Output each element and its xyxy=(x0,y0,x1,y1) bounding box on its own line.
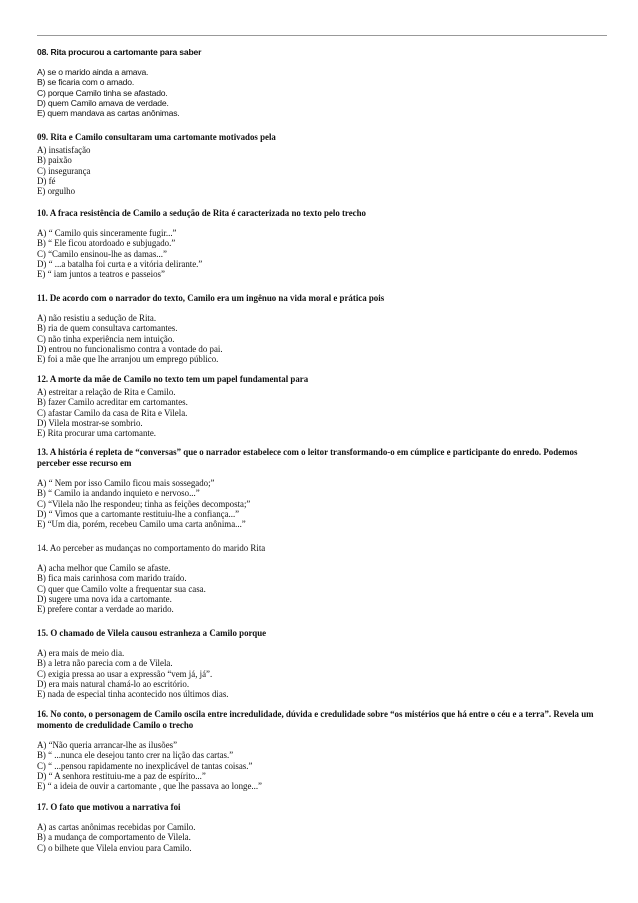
question-17 xyxy=(37,802,607,853)
option-d: D) “ ...a batalha foi curta e a vitória delirante.” xyxy=(37,258,203,269)
options-list xyxy=(37,228,607,279)
option-d: D) entrou no funcionalismo contra a vontade do pai. xyxy=(37,343,223,354)
option-b: B) “ Camilo ia andando inquieto e nervoso...” xyxy=(37,488,200,499)
options-list xyxy=(37,67,607,118)
question-title: 16. No conto, o personagem de Camilo oscila entre incredulidade, dúvida e credulidade sobre “os mistérios que há entre o céu e a terra”. Revela um momento de credulidade Camilo o trecho xyxy=(37,709,594,730)
option-c: C) afastar Camilo da casa de Rita e Vilela. xyxy=(37,407,188,418)
options-list xyxy=(37,563,607,614)
option-d: D) fé xyxy=(37,175,56,186)
option-c: C) “Camilo ensinou-lhe as damas...” xyxy=(37,248,167,259)
option-a: A) as cartas anônimas recebidas por Camilo. xyxy=(37,822,196,832)
option-d: D) era mais natural chamá-lo ao escritório. xyxy=(37,678,190,689)
option-b: B) a mudança de comportamento de Vilela. xyxy=(37,832,191,843)
question-09 xyxy=(37,132,607,196)
option-b: B) “ Ele ficou atordoado e subjugado.” xyxy=(37,238,176,249)
option-c: C) “ ...pensou rapidamente no inexplicável de tantas coisas.” xyxy=(37,760,253,771)
option-e: E) quem mandava as cartas anônimas. xyxy=(37,108,180,119)
option-b: B) “ ...nunca ele desejou tanto crer na lição das cartas.” xyxy=(37,750,234,761)
option-b: B) se ficaria com o amado. xyxy=(37,77,135,88)
option-a: A) “ Nem por isso Camilo ficou mais sossegado;” xyxy=(37,478,215,488)
option-c: C) o bilhete que Vilela enviou para Camilo. xyxy=(37,842,192,853)
question-10 xyxy=(37,208,607,279)
question-title: 09. Rita e Camilo consultaram uma cartomante motivados pela xyxy=(37,132,276,142)
option-c: C) insegurança xyxy=(37,165,91,176)
option-e: E) “ iam juntos a teatros e passeios” xyxy=(37,269,165,280)
option-a: A) acha melhor que Camilo se afaste. xyxy=(37,563,171,573)
option-a: A) “ Camilo quis sinceramente fugir...” xyxy=(37,228,177,238)
options-list xyxy=(37,822,607,853)
question-title: 08. Rita procurou a cartomante para saber xyxy=(37,47,202,57)
options-list xyxy=(37,313,607,364)
option-a: A) não resistiu a sedução de Rita. xyxy=(37,313,157,323)
option-c: C) não tinha experiência nem intuição. xyxy=(37,333,175,344)
option-a: A) estreitar a relação de Rita e Camilo. xyxy=(37,387,176,397)
top-divider xyxy=(37,35,607,36)
question-14 xyxy=(37,543,607,614)
question-13 xyxy=(37,447,607,529)
option-a: A) “Não queria arrancar-lhe as ilusões” xyxy=(37,740,178,750)
option-b: B) ria de quem consultava cartomantes. xyxy=(37,323,178,334)
question-16 xyxy=(37,709,607,791)
options-list xyxy=(37,648,607,699)
options-list xyxy=(37,387,607,438)
question-title: 11. De acordo com o narrador do texto, Camilo era um ingênuo na vida moral e prática pois xyxy=(37,293,385,303)
options-list xyxy=(37,478,607,529)
option-e: E) Rita procurar uma cartomante. xyxy=(37,428,157,439)
option-e: E) “Um dia, porém, recebeu Camilo uma carta anônima...” xyxy=(37,519,246,530)
option-a: A) se o marido ainda a amava. xyxy=(37,67,149,77)
option-d: D) “ A senhora restituiu-me a paz de espírito...” xyxy=(37,770,206,781)
option-c: C) quer que Camilo volte a frequentar sua casa. xyxy=(37,583,206,594)
option-a: A) insatisfação xyxy=(37,145,91,155)
question-15 xyxy=(37,628,607,699)
question-title: 14. Ao perceber as mudanças no comportamento do marido Rita xyxy=(37,543,266,553)
question-title: 12. A morte da mãe de Camilo no texto tem um papel fundamental para xyxy=(37,374,309,384)
option-e: E) nada de especial tinha acontecido nos últimos dias. xyxy=(37,689,229,700)
question-title: 10. A fraca resistência de Camilo a sedução de Rita é caracterizada no texto pelo trecho xyxy=(37,208,366,218)
option-e: E) foi a mãe que lhe arranjou um emprego público. xyxy=(37,354,219,365)
option-c: C) “Vilela não lhe respondeu; tinha as feições decomposta;” xyxy=(37,498,251,509)
question-08 xyxy=(37,47,607,118)
question-title: 13. A história é repleta de “conversas” que o narrador estabelece com o leitor transformando-o em cúmplice e participante do enredo. Podemos perceber esse recurso em xyxy=(37,447,578,468)
option-c: C) exigia pressa ao usar a expressão “vem já, já”. xyxy=(37,668,213,679)
option-e: E) prefere contar a verdade ao marido. xyxy=(37,604,174,615)
option-c: C) porque Camilo tinha se afastado. xyxy=(37,87,168,98)
option-b: B) a letra não parecia com a de Vilela. xyxy=(37,658,173,669)
question-12 xyxy=(37,374,607,438)
option-a: A) era mais de meio dia. xyxy=(37,648,125,658)
option-b: B) fazer Camilo acreditar em cartomantes. xyxy=(37,397,188,408)
option-d: D) Vilela mostrar-se sombrio. xyxy=(37,417,143,428)
option-e: E) “ a ideia de ouvir a cartomante , que lhe passava ao longe...” xyxy=(37,781,262,792)
option-d: D) “ Vimos que a cartomante restituiu-lhe a confiança...” xyxy=(37,508,240,519)
question-title: 17. O fato que motivou a narrativa foi xyxy=(37,802,181,812)
option-d: D) quem Camilo amava de verdade. xyxy=(37,97,169,108)
option-b: B) paixão xyxy=(37,155,72,166)
option-b: B) fica mais carinhosa com marido traído. xyxy=(37,573,187,584)
option-e: E) orgulho xyxy=(37,186,76,197)
question-11 xyxy=(37,293,607,364)
question-title: 15. O chamado de Vilela causou estranheza a Camilo porque xyxy=(37,628,267,638)
options-list xyxy=(37,740,607,791)
options-list xyxy=(37,145,607,196)
option-d: D) sugere uma nova ida a cartomante. xyxy=(37,593,172,604)
